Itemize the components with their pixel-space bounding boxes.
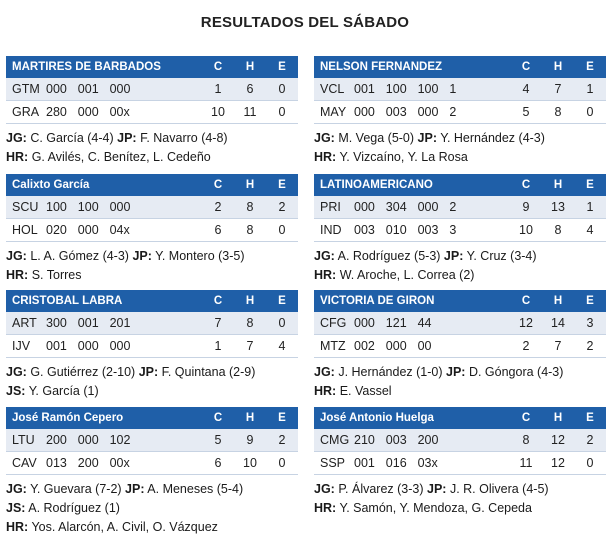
note-label-2: JP: xyxy=(138,365,159,379)
note-line xyxy=(6,499,298,518)
venue-name: LATINOAMERICANO xyxy=(320,179,433,191)
note-text: W. Aroche, L. Correa (2) xyxy=(336,268,475,282)
note-text: P. Álvarez (3-3) xyxy=(334,482,428,496)
note-label: HR: xyxy=(314,501,337,515)
line-score: 200 000 102 xyxy=(46,433,131,447)
score-row xyxy=(314,312,606,335)
col-header-c: C xyxy=(213,179,223,191)
game-header xyxy=(6,290,298,312)
note-text-2: A. Meneses (5-4) xyxy=(144,482,244,496)
note-label: JG: xyxy=(6,365,27,379)
game-card xyxy=(6,56,298,167)
errors: 2 xyxy=(586,339,594,353)
note-text: G. Avilés, C. Benítez, L. Cedeño xyxy=(28,150,211,164)
runs: 5 xyxy=(214,433,222,447)
note-label: HR: xyxy=(6,520,29,534)
note-line xyxy=(314,382,606,401)
note-line xyxy=(6,382,298,401)
line-score: 020 000 04x xyxy=(46,223,130,237)
note-text: E. Vassel xyxy=(336,384,392,398)
score-row xyxy=(6,78,298,101)
note-text-2: D. Góngora (4-3) xyxy=(465,365,564,379)
line-score: 000 304 000 2 xyxy=(354,200,457,214)
note-text: S. Torres xyxy=(28,268,82,282)
game-header xyxy=(314,290,606,312)
hits: 8 xyxy=(554,223,562,237)
note-label-2: JP: xyxy=(443,249,464,263)
team-code: VCL xyxy=(320,82,345,96)
team-code: MTZ xyxy=(320,339,346,353)
note-label: HR: xyxy=(6,150,29,164)
note-text-2: F. Navarro (4-8) xyxy=(136,131,228,145)
line-score: 001 100 100 1 xyxy=(354,82,457,96)
errors: 3 xyxy=(586,316,594,330)
note-text-2: F. Quintana (2-9) xyxy=(158,365,256,379)
game-header xyxy=(6,174,298,196)
venue-name: Calixto García xyxy=(12,179,90,191)
errors: 4 xyxy=(278,339,286,353)
venue-name: José Antonio Huelga xyxy=(320,412,434,424)
col-header-h: H xyxy=(245,295,255,307)
game-header xyxy=(314,174,606,196)
score-row xyxy=(314,78,606,101)
score-row xyxy=(6,101,298,124)
note-line xyxy=(314,363,606,382)
line-score: 001 016 03x xyxy=(354,456,438,470)
game-notes xyxy=(6,363,298,401)
score-row xyxy=(314,429,606,452)
col-header-e: E xyxy=(586,295,594,307)
hits: 7 xyxy=(554,82,562,96)
note-label: HR: xyxy=(6,268,29,282)
col-header-h: H xyxy=(553,412,563,424)
note-label: JG: xyxy=(314,365,335,379)
runs: 7 xyxy=(214,316,222,330)
errors: 0 xyxy=(278,316,286,330)
note-label-2: JP: xyxy=(117,131,137,145)
runs: 6 xyxy=(214,456,222,470)
game-header xyxy=(314,407,606,429)
note-line xyxy=(314,499,606,518)
note-text-2: Y. Cruz (3-4) xyxy=(463,249,537,263)
note-line xyxy=(314,480,606,499)
note-line xyxy=(6,363,298,382)
note-text: M. Vega (5-0) xyxy=(334,131,418,145)
game-notes xyxy=(314,480,606,518)
col-header-e: E xyxy=(586,412,594,424)
team-code: GRA xyxy=(12,105,40,119)
game-notes xyxy=(314,247,606,285)
note-text: G. Gutiérrez (2-10) xyxy=(26,365,139,379)
hits: 8 xyxy=(246,200,254,214)
team-code: CAV xyxy=(12,456,37,470)
runs: 6 xyxy=(214,223,222,237)
note-label: JG: xyxy=(314,249,335,263)
note-label: HR: xyxy=(314,150,337,164)
col-header-e: E xyxy=(278,295,286,307)
line-score: 000 121 44 xyxy=(354,316,432,330)
errors: 4 xyxy=(586,223,594,237)
game-notes xyxy=(314,129,606,167)
hits: 10 xyxy=(243,456,257,470)
note-line xyxy=(6,148,298,167)
note-text: Yos. Alarcón, A. Civil, O. Vázquez xyxy=(28,520,218,534)
score-row xyxy=(314,452,606,475)
note-text: J. Hernández (1-0) xyxy=(334,365,447,379)
note-label: JG: xyxy=(314,131,335,145)
line-score: 300 001 201 xyxy=(46,316,131,330)
runs: 8 xyxy=(522,433,530,447)
score-row xyxy=(6,196,298,219)
note-text: Y. Samón, Y. Mendoza, G. Cepeda xyxy=(336,501,532,515)
team-code: HOL xyxy=(12,223,38,237)
game-card xyxy=(6,290,298,401)
line-score: 013 200 00x xyxy=(46,456,130,470)
errors: 0 xyxy=(278,223,286,237)
note-line xyxy=(6,129,298,148)
note-text: A. Rodríguez (1) xyxy=(25,501,120,515)
hits: 9 xyxy=(246,433,254,447)
note-text: Y. García (1) xyxy=(25,384,99,398)
col-header-h: H xyxy=(245,179,255,191)
score-row xyxy=(6,312,298,335)
note-text-2: Y. Hernández (4-3) xyxy=(436,131,545,145)
note-label: HR: xyxy=(314,384,337,398)
hits: 6 xyxy=(246,82,254,96)
venue-name: MÁRTIRES DE BARBADOS xyxy=(12,61,161,73)
note-label-2: JP: xyxy=(446,365,466,379)
col-header-h: H xyxy=(553,295,563,307)
hits: 7 xyxy=(246,339,254,353)
note-line xyxy=(6,480,298,499)
note-text-2: J. R. Olivera (4-5) xyxy=(446,482,549,496)
hits: 8 xyxy=(554,105,562,119)
hits: 14 xyxy=(551,316,565,330)
runs: 2 xyxy=(522,339,530,353)
errors: 0 xyxy=(586,456,594,470)
runs: 5 xyxy=(522,105,530,119)
game-card xyxy=(314,174,606,285)
hits: 8 xyxy=(246,223,254,237)
col-header-e: E xyxy=(278,61,286,73)
errors: 0 xyxy=(586,105,594,119)
venue-name: NELSON FERNÁNDEZ xyxy=(320,61,443,73)
note-text: A. Rodríguez (5-3) xyxy=(334,249,444,263)
col-header-c: C xyxy=(521,295,531,307)
game-notes xyxy=(6,129,298,167)
note-text: C. García (4-4) xyxy=(26,131,118,145)
note-text-2: Y. Montero (3-5) xyxy=(151,249,245,263)
team-code: IND xyxy=(320,223,342,237)
errors: 1 xyxy=(586,200,594,214)
errors: 1 xyxy=(586,82,594,96)
col-header-h: H xyxy=(553,61,563,73)
venue-name: José Ramón Cepero xyxy=(12,412,124,424)
col-header-h: H xyxy=(245,61,255,73)
score-row xyxy=(6,429,298,452)
score-row xyxy=(314,196,606,219)
game-header xyxy=(314,56,606,78)
note-line xyxy=(6,266,298,285)
line-score: 210 003 200 xyxy=(354,433,439,447)
errors: 0 xyxy=(278,82,286,96)
team-code: SSP xyxy=(320,456,346,470)
game-card xyxy=(314,56,606,167)
line-score: 002 000 00 xyxy=(354,339,432,353)
score-row xyxy=(6,219,298,242)
note-line xyxy=(314,148,606,167)
runs: 4 xyxy=(522,82,530,96)
note-label-2: JP: xyxy=(132,249,152,263)
errors: 0 xyxy=(278,105,286,119)
team-code: PRI xyxy=(320,200,341,214)
line-score: 000 001 000 xyxy=(46,82,131,96)
errors: 2 xyxy=(278,433,286,447)
score-row xyxy=(314,101,606,124)
team-code: IJV xyxy=(12,339,31,353)
col-header-e: E xyxy=(586,179,594,191)
runs: 11 xyxy=(519,456,533,470)
col-header-c: C xyxy=(213,412,223,424)
note-label-2: JP: xyxy=(125,482,145,496)
col-header-h: H xyxy=(553,179,563,191)
line-score: 000 003 000 2 xyxy=(354,105,457,119)
errors: 2 xyxy=(586,433,594,447)
score-row xyxy=(6,335,298,358)
errors: 0 xyxy=(278,456,286,470)
col-header-c: C xyxy=(521,179,531,191)
game-card xyxy=(6,174,298,285)
team-code: LTU xyxy=(12,433,35,447)
note-text: L. A. Gómez (4-3) xyxy=(26,249,133,263)
score-row xyxy=(6,452,298,475)
note-line xyxy=(6,247,298,266)
note-label-2: JP: xyxy=(417,131,437,145)
hits: 13 xyxy=(551,200,565,214)
line-score: 280 000 00x xyxy=(46,105,130,119)
col-header-c: C xyxy=(521,61,531,73)
note-text: Y. Vizcaíno, Y. La Rosa xyxy=(336,150,468,164)
note-line xyxy=(314,247,606,266)
note-label: JS: xyxy=(6,501,26,515)
team-code: MAY xyxy=(320,105,347,119)
col-header-e: E xyxy=(278,179,286,191)
note-line xyxy=(314,266,606,285)
runs: 2 xyxy=(214,200,222,214)
note-text: Y. Guevara (7-2) xyxy=(26,482,126,496)
note-label: JG: xyxy=(6,249,27,263)
col-header-c: C xyxy=(521,412,531,424)
col-header-e: E xyxy=(586,61,594,73)
game-notes xyxy=(6,247,298,285)
team-code: GTM xyxy=(12,82,40,96)
game-header xyxy=(6,56,298,78)
hits: 11 xyxy=(243,105,257,119)
team-code: SCU xyxy=(12,200,39,214)
note-label: JG: xyxy=(6,131,27,145)
hits: 12 xyxy=(551,456,565,470)
game-notes xyxy=(6,480,298,537)
line-score: 003 010 003 3 xyxy=(354,223,457,237)
note-label: HR: xyxy=(314,268,337,282)
col-header-c: C xyxy=(213,61,223,73)
col-header-e: E xyxy=(278,412,286,424)
game-header xyxy=(6,407,298,429)
errors: 2 xyxy=(278,200,286,214)
team-code: ART xyxy=(12,316,37,330)
note-label: JS: xyxy=(6,384,26,398)
runs: 10 xyxy=(211,105,225,119)
note-label: JG: xyxy=(6,482,27,496)
score-row xyxy=(314,219,606,242)
team-code: CMG xyxy=(320,433,350,447)
hits: 7 xyxy=(554,339,562,353)
note-label-2: JP: xyxy=(427,482,447,496)
hits: 8 xyxy=(246,316,254,330)
venue-name: CRISTÓBAL LABRA xyxy=(12,295,123,307)
col-header-c: C xyxy=(213,295,223,307)
note-line xyxy=(6,518,298,537)
runs: 9 xyxy=(522,200,530,214)
col-header-h: H xyxy=(245,412,255,424)
venue-name: VICTORIA DE GIRÓN xyxy=(320,295,435,307)
game-card xyxy=(314,407,606,518)
runs: 1 xyxy=(214,82,222,96)
runs: 10 xyxy=(519,223,533,237)
runs: 12 xyxy=(519,316,533,330)
note-label: JG: xyxy=(314,482,335,496)
note-line xyxy=(314,129,606,148)
hits: 12 xyxy=(551,433,565,447)
game-card xyxy=(314,290,606,401)
page-title: RESULTADOS DEL SÁBADO xyxy=(200,14,410,31)
game-notes xyxy=(314,363,606,401)
team-code: CFG xyxy=(320,316,347,330)
score-row xyxy=(314,335,606,358)
line-score: 001 000 000 xyxy=(46,339,131,353)
game-card xyxy=(6,407,298,537)
line-score: 100 100 000 xyxy=(46,200,131,214)
runs: 1 xyxy=(214,339,222,353)
